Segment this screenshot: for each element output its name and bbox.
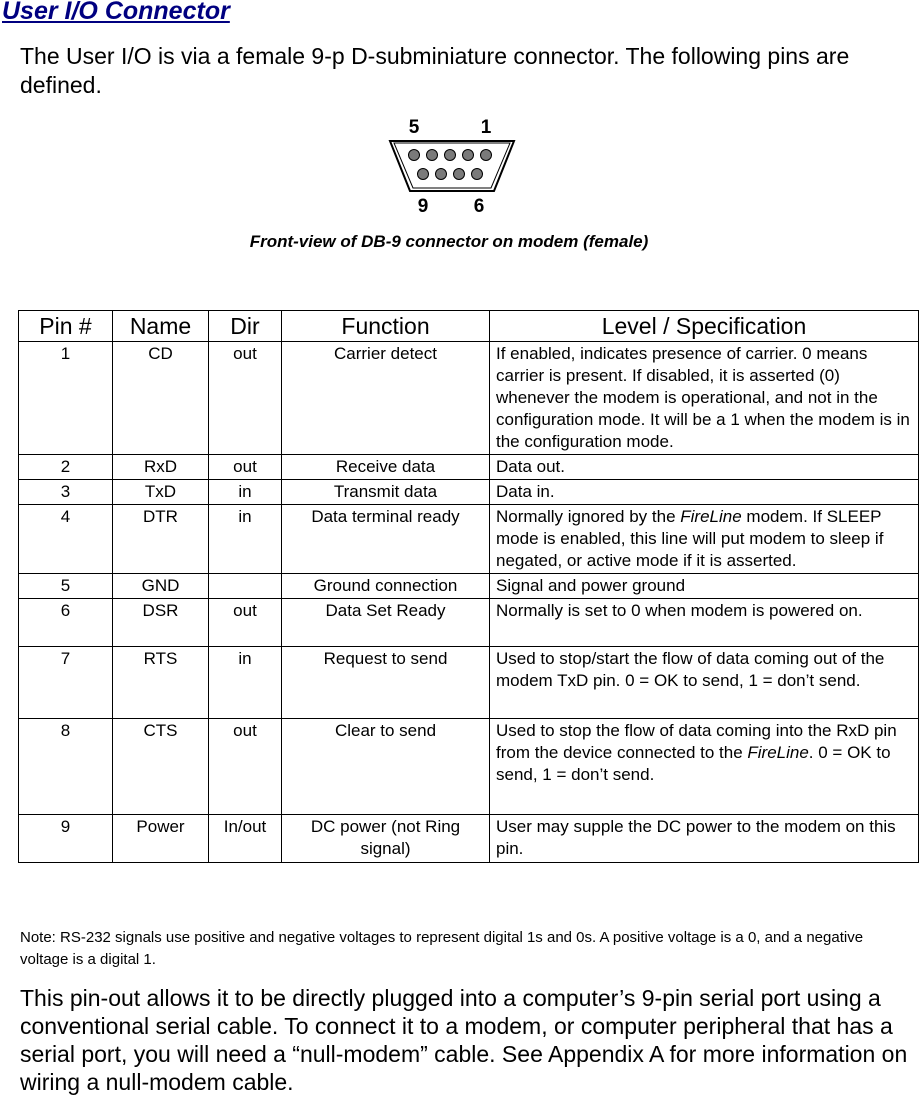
cell-spec: Normally is set to 0 when modem is powered on. <box>490 599 919 647</box>
header-dir: Dir <box>209 311 282 342</box>
cell-spec: Data in. <box>490 480 919 505</box>
table-row <box>19 505 919 574</box>
table-row <box>19 719 919 815</box>
cell-spec <box>490 719 919 815</box>
product-name: FireLine <box>680 507 742 526</box>
header-name: Name <box>113 311 209 342</box>
section-title: User I/O Connector <box>2 0 230 25</box>
figure-caption: Front-view of DB-9 connector on modem (female) <box>249 232 649 251</box>
cell-spec <box>490 505 919 574</box>
cell-name: CD <box>113 342 209 455</box>
cell-name: DTR <box>113 505 209 574</box>
cell-spec: Signal and power ground <box>490 574 919 599</box>
table-header-row <box>19 311 919 342</box>
table-row <box>19 647 919 719</box>
cell-dir: in <box>209 505 282 574</box>
pin-label-9: 9 <box>417 196 429 215</box>
cell-dir: in <box>209 480 282 505</box>
cell-function: DC power (not Ring signal) <box>282 815 490 863</box>
header-spec: Level / Specification <box>490 311 919 342</box>
table-row <box>19 480 919 505</box>
cell-pin: 9 <box>19 815 113 863</box>
cell-name: GND <box>113 574 209 599</box>
product-name: FireLine <box>747 743 809 762</box>
cell-spec: Used to stop/start the flow of data coming out of the modem TxD pin. 0 = OK to send, 1 = don’t send. <box>490 647 919 719</box>
cell-dir: out <box>209 342 282 455</box>
rs232-note: Note: RS-232 signals use positive and negative voltages to represent digital 1s and 0s. A positive voltage is a 0, and a negative voltage is a digital 1. <box>20 929 864 968</box>
closing-paragraph: This pin-out allows it to be directly plugged into a computer’s 9-pin serial port using a conventional serial cable. To connect it to a modem, or computer peripheral that has a serial port, you will need a “null-modem” cable. See Appendix A for more information on wiring a null-modem cable. <box>20 985 908 1095</box>
table-row <box>19 815 919 863</box>
table-row <box>19 574 919 599</box>
cell-pin: 4 <box>19 505 113 574</box>
cell-dir: out <box>209 599 282 647</box>
cell-function: Request to send <box>282 647 490 719</box>
cell-name: Power <box>113 815 209 863</box>
cell-name: DSR <box>113 599 209 647</box>
spec-text: Used to stop the flow of data coming into the RxD pin from the device connected to the <box>496 721 897 762</box>
spec-text: Normally ignored by the <box>496 507 681 526</box>
pinout-table <box>18 310 919 863</box>
cell-function: Ground connection <box>282 574 490 599</box>
cell-pin: 7 <box>19 647 113 719</box>
cell-function: Data terminal ready <box>282 505 490 574</box>
connector-shell <box>390 141 514 191</box>
spec-text: modem. If SLEEP mode is enabled, this line will put modem to sleep if negated, or active mode if it is asserted. <box>496 507 884 570</box>
cell-spec: User may supple the DC power to the modem on this pin. <box>490 815 919 863</box>
spec-text: . 0 = OK to send, 1 = don’t send. <box>496 743 891 784</box>
cell-name: RxD <box>113 455 209 480</box>
db9-connector-diagram <box>384 115 520 215</box>
table-row <box>19 342 919 455</box>
pin-label-5: 5 <box>408 117 420 138</box>
cell-function: Clear to send <box>282 719 490 815</box>
cell-pin: 1 <box>19 342 113 455</box>
header-function: Function <box>282 311 490 342</box>
table-row <box>19 599 919 647</box>
cell-pin: 2 <box>19 455 113 480</box>
cell-name: TxD <box>113 480 209 505</box>
cell-dir: in <box>209 647 282 719</box>
cell-function: Data Set Ready <box>282 599 490 647</box>
pin-label-1: 1 <box>480 117 492 138</box>
cell-name: CTS <box>113 719 209 815</box>
cell-spec: If enabled, indicates presence of carrier. 0 means carrier is present. If disabled, it is asserted (0) whenever the modem is operational, and not in the configuration mode. It will be a 1 when the modem is in the configuration mode. <box>490 342 919 455</box>
cell-pin: 8 <box>19 719 113 815</box>
cell-function: Carrier detect <box>282 342 490 455</box>
cell-dir: In/out <box>209 815 282 863</box>
cell-function: Receive data <box>282 455 490 480</box>
table-row <box>19 455 919 480</box>
pin-label-6: 6 <box>473 196 485 215</box>
cell-dir: out <box>209 719 282 815</box>
cell-pin: 3 <box>19 480 113 505</box>
cell-pin: 6 <box>19 599 113 647</box>
cell-dir: out <box>209 455 282 480</box>
intro-paragraph: The User I/O is via a female 9-p D-subminiature connector. The following pins are defined. <box>20 43 850 98</box>
cell-function: Transmit data <box>282 480 490 505</box>
cell-dir <box>209 574 282 599</box>
cell-spec: Data out. <box>490 455 919 480</box>
header-pin: Pin # <box>19 311 113 342</box>
cell-pin: 5 <box>19 574 113 599</box>
cell-name: RTS <box>113 647 209 719</box>
